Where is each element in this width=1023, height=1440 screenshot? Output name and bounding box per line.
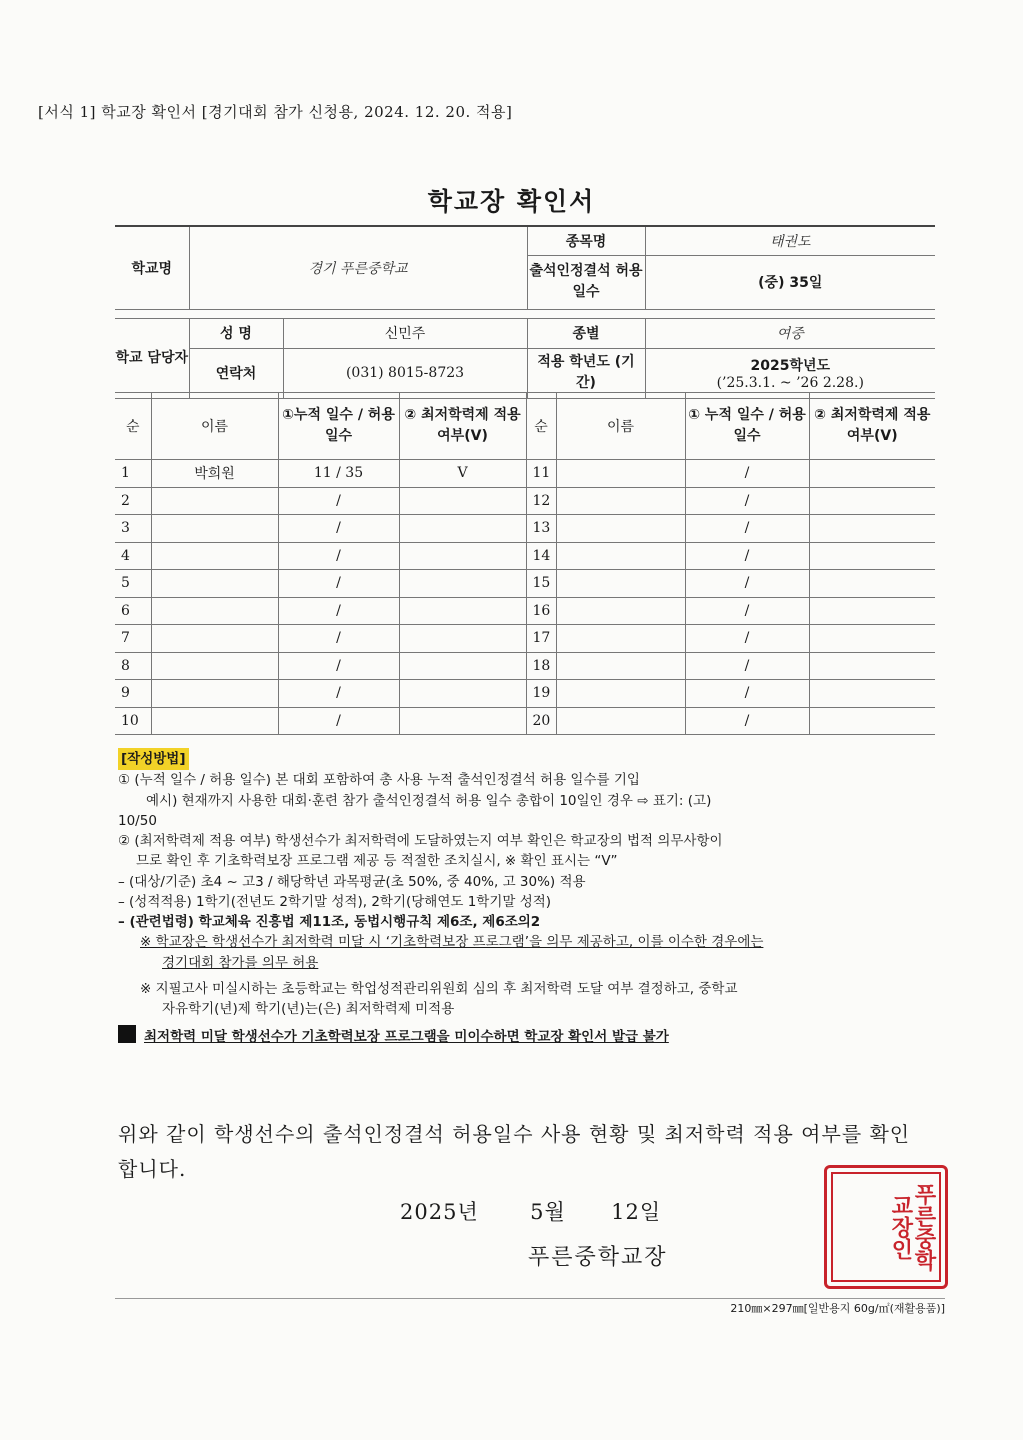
row-number: 3 [115, 515, 151, 543]
detail-2: – (성적적용) 1학기(전년도 2학기말 성적), 2학기(당해연도 1학기말 성적) [118, 893, 552, 910]
star-note-1: ※ 학교장은 학생선수가 최저학력 미달 시 ‘기초학력보장 프로그램’을 의무 제공하고, 이를 이수한 경우에는 [140, 934, 764, 951]
date-month: 5월 [530, 1200, 566, 1224]
min-check [809, 652, 935, 680]
seal-text: 푸른중학교장인 [887, 1183, 936, 1271]
header-min-right: ② 최저학력제 적용 여부(V) [809, 393, 935, 460]
student-table [115, 392, 935, 735]
min-check: V [399, 460, 526, 488]
table-row [115, 680, 935, 708]
row-number: 19 [526, 680, 556, 708]
student-name [151, 597, 278, 625]
allowed-days-value: (중) 35일 [645, 255, 935, 309]
header-min: ② 최저학력제 적용 여부(V) [399, 393, 526, 460]
row-number: 13 [526, 515, 556, 543]
row-number: 11 [526, 460, 556, 488]
min-check [399, 680, 526, 708]
min-check [399, 487, 526, 515]
days-cell: / [278, 597, 399, 625]
header-name-right: 이름 [556, 393, 685, 460]
student-name [151, 707, 278, 735]
issue-date [400, 1196, 661, 1226]
note-2: ② (최저학력제 적용 여부) 학생선수가 최저학력에 도달하였는지 여부 확인은 학교장의 법적 의무사항이 [118, 833, 723, 849]
notes-heading: [작성방법] [118, 748, 189, 770]
star-note-1-cont: 경기대회 참가를 의무 허용 [162, 954, 319, 971]
row-number: 7 [115, 625, 151, 653]
student-name [556, 680, 685, 708]
header-no: 순 [115, 393, 151, 460]
student-name [556, 487, 685, 515]
note-1-example: 예시) 현재까지 사용한 대회·훈련 참가 출석인정결석 허용 일수 총합이 10일인 경우 ⇨ 표기: (고) [146, 792, 712, 809]
days-cell: / [278, 570, 399, 598]
min-check [809, 570, 935, 598]
days-cell: / [278, 515, 399, 543]
year-cell [645, 348, 935, 398]
year-value: 2025학년도 [750, 358, 831, 374]
min-check [809, 487, 935, 515]
min-check [399, 542, 526, 570]
days-cell: / [685, 542, 809, 570]
days-cell: / [685, 570, 809, 598]
row-number: 14 [526, 542, 556, 570]
allowed-days-label: 출석인정결석 허용 일수 [527, 255, 645, 309]
row-number: 16 [526, 597, 556, 625]
row-number: 12 [526, 487, 556, 515]
student-name [556, 652, 685, 680]
row-number: 9 [115, 680, 151, 708]
student-name [556, 570, 685, 598]
star-note-2-cont: 자유학기(년)제 학기(년)는(은) 최저학력제 미적용 [162, 1001, 455, 1017]
category-label: 종별 [527, 318, 645, 348]
student-name [151, 542, 278, 570]
table-row [115, 597, 935, 625]
student-name [556, 542, 685, 570]
min-check [809, 515, 935, 543]
date-day: 12일 [611, 1200, 662, 1224]
row-number: 6 [115, 597, 151, 625]
header-days: ①누적 일수 / 허용 일수 [278, 393, 399, 460]
form-label: [서식 1] 학교장 확인서 [경기대회 참가 신청용, 2024. 12. 20. 적용] [38, 103, 513, 121]
name-label: 성 명 [189, 318, 283, 348]
student-name [556, 515, 685, 543]
note-2-cont: 므로 확인 후 기초학력보장 프로그램 제공 등 적절한 조치실시, ※ 확인 표시는 “V” [136, 853, 618, 870]
student-name [151, 487, 278, 515]
row-number: 8 [115, 652, 151, 680]
school-name-label: 학교명 [115, 226, 189, 309]
event-value: 태권도 [645, 226, 935, 255]
row-number: 2 [115, 487, 151, 515]
closing-statement: 위와 같이 학생선수의 출석인정결석 허용일수 사용 현황 및 최저학력 적용 여부를 확인합니다. [118, 1122, 911, 1181]
student-name [556, 707, 685, 735]
category-value: 여중 [645, 318, 935, 348]
detail-3: – (관련법령) 학교체육 진흥법 제11조, 동법시행규칙 제6조, 제6조의2 [118, 914, 541, 930]
star-note-2: ※ 지필고사 미실시하는 초등학교는 학업성적관리위원회 심의 후 최저학력 도달 여부 결정하고, 중학교 [140, 980, 738, 997]
min-check [809, 707, 935, 735]
table-row [115, 460, 935, 488]
min-check [399, 597, 526, 625]
student-name [151, 570, 278, 598]
days-cell: / [685, 515, 809, 543]
min-check [399, 707, 526, 735]
days-cell: / [685, 625, 809, 653]
contact-label: 학교 담당자 [115, 318, 189, 398]
detail-1: – (대상/기준) 초4 ~ 고3 / 해당학년 과목평균(초 50%, 중 40%, 고 30%) 적용 [118, 873, 586, 890]
days-cell: / [685, 652, 809, 680]
student-name [151, 625, 278, 653]
row-number: 18 [526, 652, 556, 680]
info-table [115, 225, 935, 399]
page-title: 학교장 확인서 [427, 187, 596, 216]
days-cell: / [278, 625, 399, 653]
student-name [151, 515, 278, 543]
min-check [809, 542, 935, 570]
year-label: 적용 학년도 (기간) [527, 348, 645, 398]
student-name [556, 460, 685, 488]
warning-text: 최저학력 미달 학생선수가 기초학력보장 프로그램을 미이수하면 학교장 확인서 발급 불가 [144, 1029, 669, 1046]
days-cell: / [685, 707, 809, 735]
days-cell: / [278, 487, 399, 515]
table-row [115, 625, 935, 653]
student-rows [115, 460, 935, 735]
note-1: ① (누적 일수 / 허용 일수) 본 대회 포함하여 총 사용 누적 출석인정결석 허용 일수를 기입 [118, 772, 640, 789]
header-days-right: ① 누적 일수 / 허용 일수 [685, 393, 809, 460]
days-cell: / [278, 707, 399, 735]
student-name [151, 680, 278, 708]
table-row [115, 652, 935, 680]
days-cell: / [278, 680, 399, 708]
paper-note: 210㎜×297㎜[일반용지 60g/㎡(재활용품)] [730, 1302, 945, 1315]
row-number: 20 [526, 707, 556, 735]
min-check [399, 652, 526, 680]
row-number: 10 [115, 707, 151, 735]
row-number: 15 [526, 570, 556, 598]
row-number: 17 [526, 625, 556, 653]
phone-value: (031) 8015-8723 [283, 348, 527, 398]
min-check [399, 625, 526, 653]
student-name [556, 597, 685, 625]
min-check [399, 570, 526, 598]
header-no-right: 순 [526, 393, 556, 460]
min-check [809, 680, 935, 708]
table-row [115, 542, 935, 570]
note-1-example-cont: 10/50 [118, 812, 157, 829]
days-cell: / [278, 542, 399, 570]
footer-divider [115, 1298, 945, 1299]
table-row [115, 515, 935, 543]
min-check [399, 515, 526, 543]
official-seal [824, 1165, 948, 1289]
min-check [809, 460, 935, 488]
phone-label: 연락처 [189, 348, 283, 398]
notes [118, 748, 948, 1048]
days-cell: / [685, 680, 809, 708]
days-cell: / [685, 487, 809, 515]
signer: 푸른중학교장 [528, 1245, 668, 1270]
student-name: 박희원 [151, 460, 278, 488]
warning-icon [118, 1025, 136, 1043]
event-label: 종목명 [527, 226, 645, 255]
row-number: 4 [115, 542, 151, 570]
row-number: 5 [115, 570, 151, 598]
min-check [809, 597, 935, 625]
days-cell: 11 / 35 [278, 460, 399, 488]
contact-name: 신민주 [283, 318, 527, 348]
school-name: 경기 푸른중학교 [189, 226, 527, 309]
header-name: 이름 [151, 393, 278, 460]
table-row [115, 707, 935, 735]
days-cell: / [278, 652, 399, 680]
min-check [809, 625, 935, 653]
row-number: 1 [115, 460, 151, 488]
days-cell: / [685, 460, 809, 488]
date-year: 2025년 [400, 1200, 479, 1224]
year-period: (’25.3.1. ~ ’26 2.28.) [716, 375, 864, 391]
days-cell: / [685, 597, 809, 625]
table-row [115, 570, 935, 598]
student-name [151, 652, 278, 680]
table-row [115, 487, 935, 515]
student-name [556, 625, 685, 653]
